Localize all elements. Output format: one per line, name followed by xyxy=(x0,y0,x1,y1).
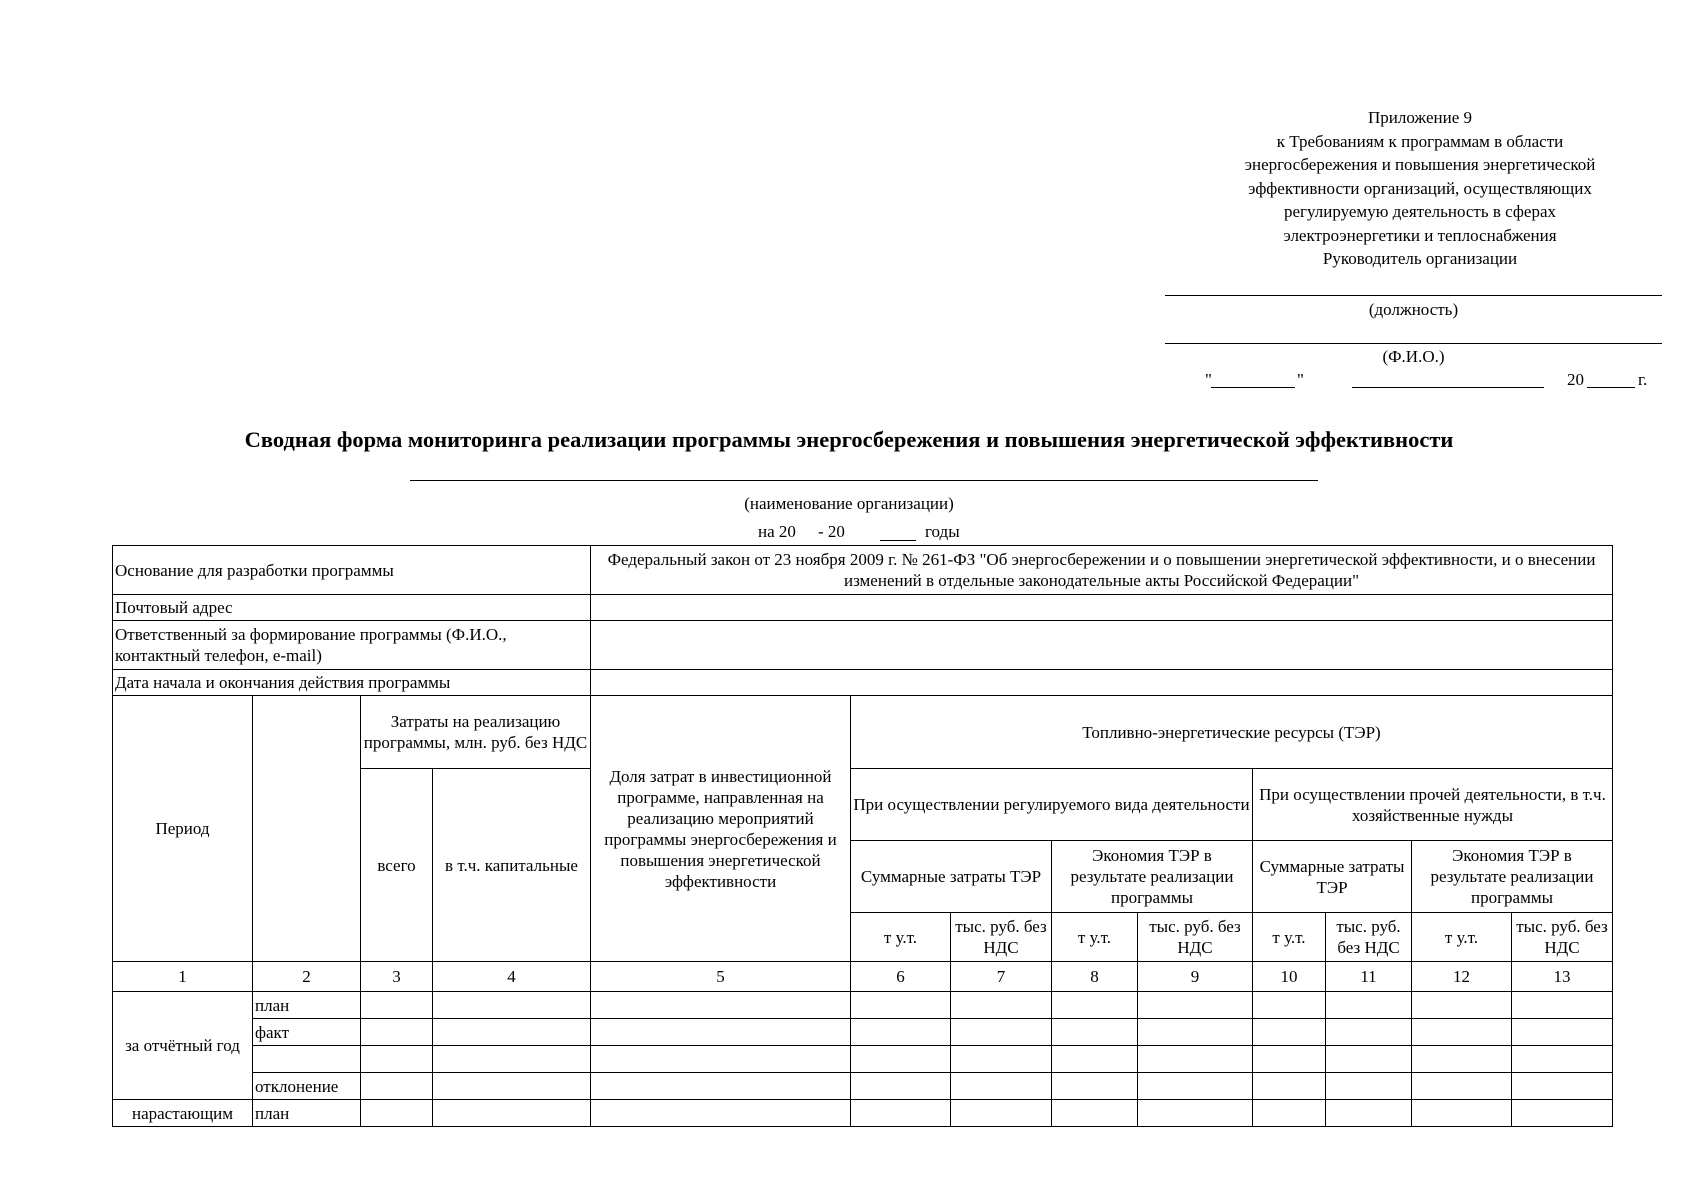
data-cell[interactable] xyxy=(951,1073,1052,1100)
header-empty xyxy=(253,696,361,962)
data-cell[interactable] xyxy=(951,1100,1052,1127)
approval-line: эффективности организаций, осуществляющих xyxy=(1248,178,1592,198)
unit-tut: т у.т. xyxy=(1052,913,1138,962)
data-cell[interactable] xyxy=(361,1046,433,1073)
data-cell[interactable] xyxy=(361,1019,433,1046)
row-label-plan: план xyxy=(253,1100,361,1127)
data-cell[interactable] xyxy=(361,992,433,1019)
data-row xyxy=(113,1073,1613,1100)
header-row xyxy=(113,696,1613,769)
data-cell[interactable] xyxy=(1412,1046,1512,1073)
info-label: Ответственный за формирование программы (Ф.И.О., контактный телефон, e-mail) xyxy=(113,621,591,670)
header-regulated: При осуществлении регулируемого вида деятельности xyxy=(851,769,1253,841)
header-sum-costs: Суммарные затраты ТЭР xyxy=(851,841,1052,913)
position-caption: (должность) xyxy=(1368,300,1459,319)
unit-rub: тыс. руб. без НДС xyxy=(1138,913,1253,962)
header-economy: Экономия ТЭР в результате реализации программы xyxy=(1052,841,1253,913)
monitoring-form-table xyxy=(112,545,1613,1127)
info-row xyxy=(113,621,1613,670)
column-number: 10 xyxy=(1253,962,1326,992)
approval-block xyxy=(1170,106,1670,271)
name-caption: (Ф.И.О.) xyxy=(1382,347,1445,366)
column-number: 4 xyxy=(433,962,591,992)
data-cell[interactable] xyxy=(361,1100,433,1127)
header-sum-costs: Суммарные затраты ТЭР xyxy=(1253,841,1412,913)
column-number: 3 xyxy=(361,962,433,992)
data-cell[interactable] xyxy=(591,1019,851,1046)
column-numbers-row xyxy=(113,962,1613,992)
data-cell[interactable] xyxy=(1512,1019,1613,1046)
column-number: 6 xyxy=(851,962,951,992)
data-cell[interactable] xyxy=(1253,1073,1326,1100)
header-period: Период xyxy=(113,696,253,962)
organization-caption: (наименование организации) xyxy=(744,494,954,513)
unit-tut: т у.т. xyxy=(851,913,951,962)
info-row xyxy=(113,595,1613,621)
data-cell[interactable] xyxy=(851,992,951,1019)
data-cell[interactable] xyxy=(951,992,1052,1019)
data-cell[interactable] xyxy=(851,1046,951,1073)
data-cell[interactable] xyxy=(1138,1100,1253,1127)
info-value-field[interactable] xyxy=(591,670,1613,696)
data-row xyxy=(113,1100,1613,1127)
data-cell[interactable] xyxy=(1412,1073,1512,1100)
period-year-blank[interactable] xyxy=(880,540,916,541)
data-cell[interactable] xyxy=(1512,1100,1613,1127)
data-cell[interactable] xyxy=(1412,992,1512,1019)
column-number: 12 xyxy=(1412,962,1512,992)
date-year-prefix: 20 xyxy=(1567,370,1584,389)
organization-blank-line[interactable] xyxy=(410,480,1318,481)
row-label-deviation: отклонение xyxy=(253,1073,361,1100)
unit-rub: тыс. руб. без НДС xyxy=(951,913,1052,962)
data-cell[interactable] xyxy=(1512,1073,1613,1100)
data-cell[interactable] xyxy=(1052,1046,1138,1073)
column-number: 11 xyxy=(1326,962,1412,992)
header-costs: Затраты на реализацию программы, млн. руб. без НДС xyxy=(361,696,591,769)
data-cell[interactable] xyxy=(1512,1046,1613,1073)
unit-rub: тыс. руб. без НДС xyxy=(1326,913,1412,962)
column-number: 9 xyxy=(1138,962,1253,992)
row-label-plan: план xyxy=(253,992,361,1019)
column-number: 1 xyxy=(113,962,253,992)
row-label-empty xyxy=(253,1046,361,1073)
approval-line: к Требованиям к программам в области xyxy=(1276,131,1564,151)
header-other: При осуществлении прочей деятельности, в т.ч. хозяйственные нужды xyxy=(1253,769,1613,841)
info-label: Дата начала и окончания действия программы xyxy=(113,670,591,696)
data-cell[interactable] xyxy=(1326,1019,1412,1046)
row-group-cumulative: нарастающим xyxy=(113,1100,253,1127)
data-cell[interactable] xyxy=(1052,1019,1138,1046)
data-cell[interactable] xyxy=(1326,1100,1412,1127)
approval-line: энергосбережения и повышения энергетической xyxy=(1244,155,1596,174)
header-economy: Экономия ТЭР в результате реализации программы xyxy=(1412,841,1613,913)
info-value-field[interactable] xyxy=(591,621,1613,670)
name-blank-line[interactable] xyxy=(1165,343,1662,344)
document-title: Сводная форма мониторинга реализации программы энергосбережения и повышения энергетической эффективности xyxy=(244,427,1454,452)
data-cell[interactable] xyxy=(1412,1019,1512,1046)
data-cell[interactable] xyxy=(1412,1100,1512,1127)
info-label: Почтовый адрес xyxy=(113,595,591,621)
data-cell[interactable] xyxy=(1326,1073,1412,1100)
position-blank-line[interactable] xyxy=(1165,295,1662,296)
data-cell[interactable] xyxy=(361,1073,433,1100)
date-month-blank[interactable] xyxy=(1352,387,1544,388)
approval-line: Руководитель организации xyxy=(1322,249,1518,268)
data-cell[interactable] xyxy=(591,992,851,1019)
header-capital: в т.ч. капитальные xyxy=(433,769,591,962)
data-cell[interactable] xyxy=(851,1100,951,1127)
data-cell[interactable] xyxy=(951,1046,1052,1073)
column-number: 13 xyxy=(1512,962,1613,992)
data-cell[interactable] xyxy=(1052,1100,1138,1127)
period-prefix: на 20 xyxy=(758,522,796,541)
data-cell[interactable] xyxy=(1326,992,1412,1019)
data-cell[interactable] xyxy=(433,1046,591,1073)
data-cell[interactable] xyxy=(1326,1046,1412,1073)
column-number: 2 xyxy=(253,962,361,992)
column-number: 5 xyxy=(591,962,851,992)
row-group-reporting-year: за отчётный год xyxy=(113,992,253,1100)
date-quote-close: " xyxy=(1297,370,1304,389)
period-dash: - 20 xyxy=(818,522,845,541)
data-cell[interactable] xyxy=(1052,1073,1138,1100)
data-cell[interactable] xyxy=(591,1073,851,1100)
info-row xyxy=(113,546,1613,595)
data-cell[interactable] xyxy=(1138,1046,1253,1073)
data-cell[interactable] xyxy=(951,1019,1052,1046)
data-cell[interactable] xyxy=(1052,992,1138,1019)
data-cell[interactable] xyxy=(1253,992,1326,1019)
data-cell[interactable] xyxy=(433,1100,591,1127)
row-label-fact: факт xyxy=(253,1019,361,1046)
period-suffix: годы xyxy=(925,522,960,541)
header-fuel-resources: Топливно-энергетические ресурсы (ТЭР) xyxy=(851,696,1613,769)
data-cell[interactable] xyxy=(1138,1019,1253,1046)
header-share: Доля затрат в инвестиционной программе, направленная на реализацию мероприятий программы энергосбережения и повышения энергетической эффективности xyxy=(591,696,851,962)
data-row xyxy=(113,992,1613,1019)
data-cell[interactable] xyxy=(591,1100,851,1127)
data-cell[interactable] xyxy=(1138,1073,1253,1100)
date-quote-open: " xyxy=(1205,370,1212,389)
header-total: всего xyxy=(361,769,433,962)
data-cell[interactable] xyxy=(433,1073,591,1100)
data-cell[interactable] xyxy=(1253,1100,1326,1127)
approval-line: электроэнергетики и теплоснабжения xyxy=(1283,225,1557,245)
data-cell[interactable] xyxy=(1138,992,1253,1019)
data-cell[interactable] xyxy=(591,1046,851,1073)
unit-tut: т у.т. xyxy=(1412,913,1512,962)
data-cell[interactable] xyxy=(433,992,591,1019)
data-cell[interactable] xyxy=(1253,1046,1326,1073)
column-number: 7 xyxy=(951,962,1052,992)
data-row xyxy=(113,1046,1613,1073)
data-cell[interactable] xyxy=(1253,1019,1326,1046)
data-cell[interactable] xyxy=(433,1019,591,1046)
unit-rub: тыс. руб. без НДС xyxy=(1512,913,1613,962)
date-year-suffix: г. xyxy=(1638,370,1648,389)
info-value-field[interactable] xyxy=(591,595,1613,621)
approval-line: регулируемую деятельность в сферах xyxy=(1283,202,1557,221)
info-label: Основание для разработки программы xyxy=(113,546,591,595)
data-cell[interactable] xyxy=(851,1019,951,1046)
data-cell[interactable] xyxy=(1512,992,1613,1019)
info-value: Федеральный закон от 23 ноября 2009 г. № 261-ФЗ "Об энергосбережении и о повышении энергетической эффективности, и о внесении изменений в отдельные законодательные акты Российской Федерации" xyxy=(591,546,1613,595)
column-number: 8 xyxy=(1052,962,1138,992)
info-row xyxy=(113,670,1613,696)
data-cell[interactable] xyxy=(851,1073,951,1100)
approval-line: Приложение 9 xyxy=(1368,108,1472,127)
data-row xyxy=(113,1019,1613,1046)
unit-tut: т у.т. xyxy=(1253,913,1326,962)
date-year-blank[interactable] xyxy=(1587,387,1635,388)
date-day-blank[interactable] xyxy=(1211,387,1295,388)
